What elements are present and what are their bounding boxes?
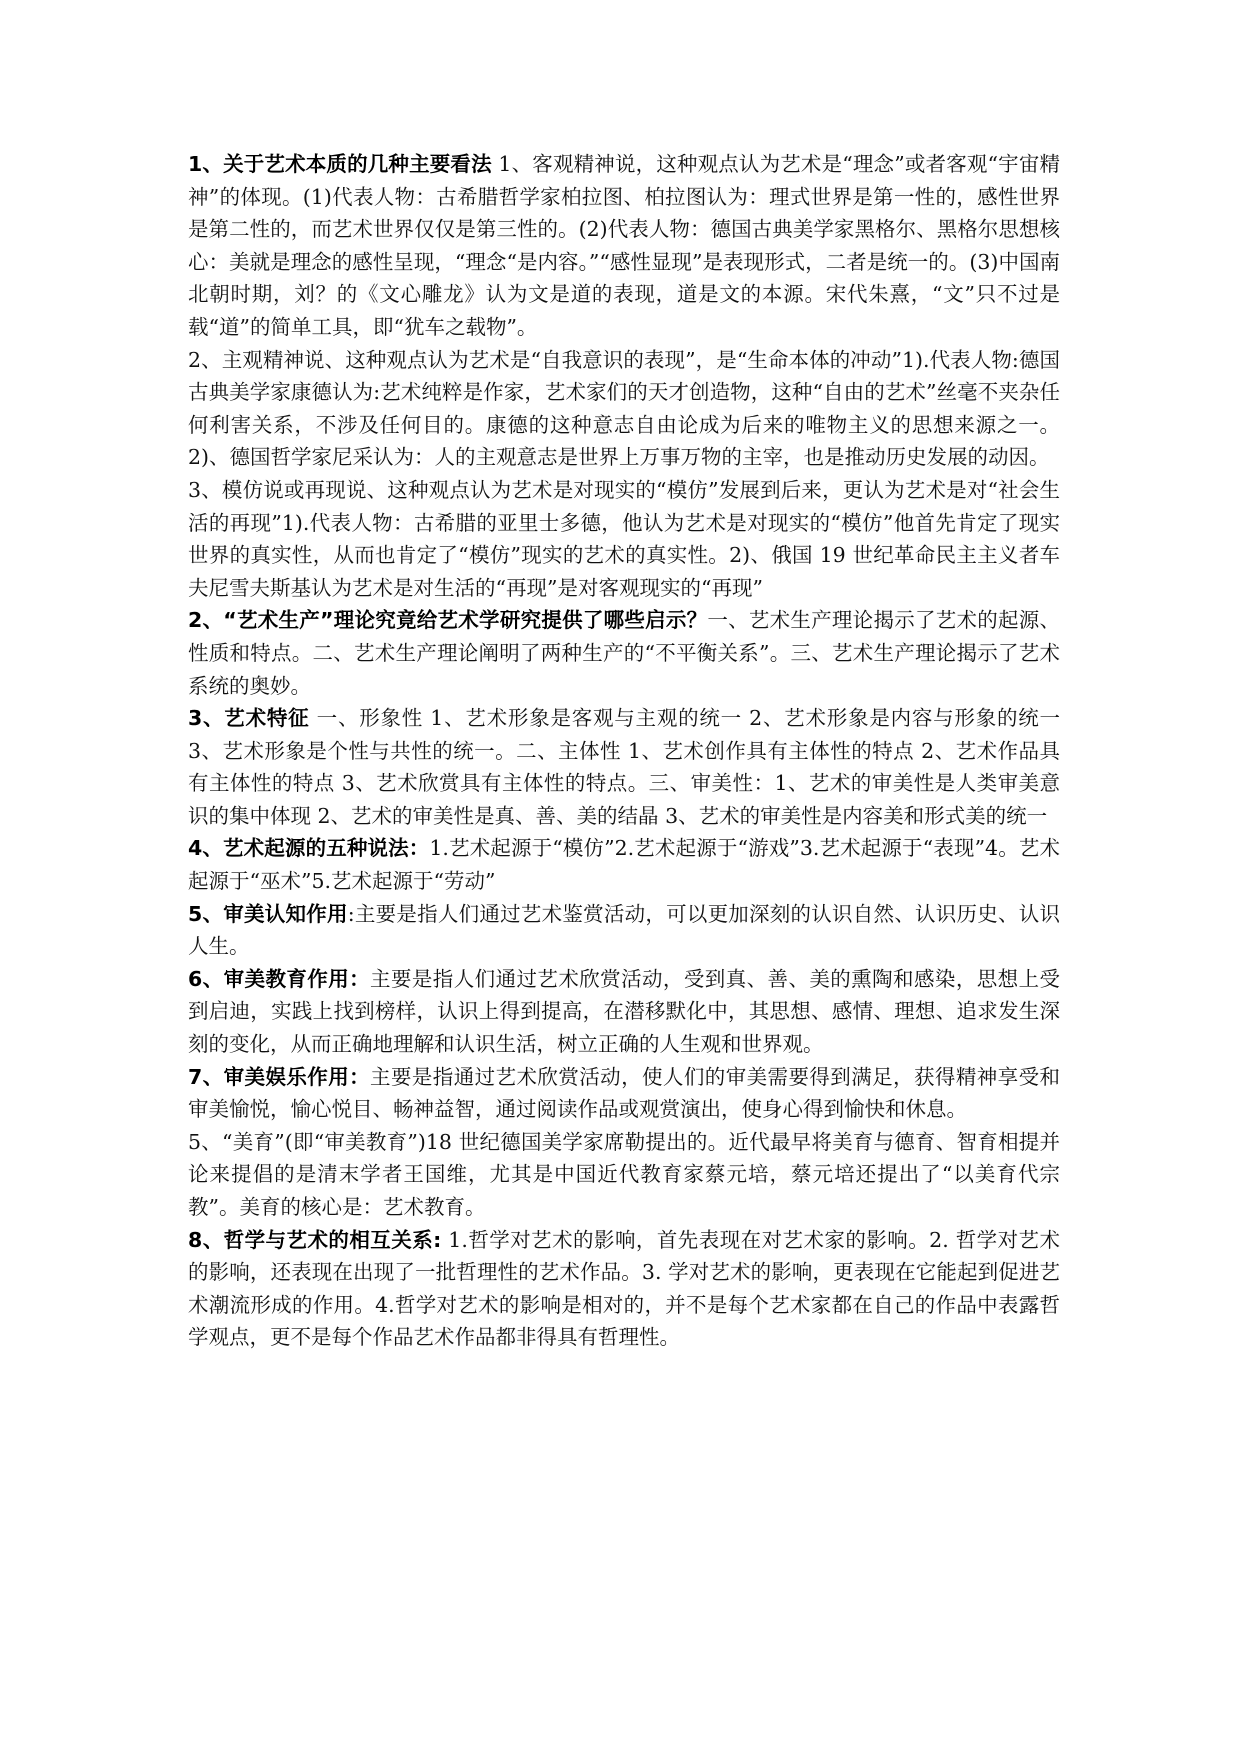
paragraph-text: 1.哲学对艺术的影响，首先表现在对艺术家的影响。2. 哲学对艺术的影响，还表现在出现了一批哲理性的艺术作品。3. 学对艺术的影响，更表现在它能起到促进艺术潮流形成的作用。4.哲学对艺术的影响是相对的，并不是每个艺术家都在自己的作品中表露哲学观点，更不是每个作品艺术作品都非得具有哲理性。 [188,1227,1060,1350]
paragraph-art-features [188,702,1060,832]
paragraph-text: 3、模仿说或再现说、这种观点认为艺术是对现实的“模仿”发展到后来，更认为艺术是对“社会生活的再现”1).代表人物：古希腊的亚里士多德，他认为艺术是对现实的“模仿”他首先肯定了现实世界的真实性，从而也肯定了“模仿”现实的艺术的真实性。2)、俄国 19 世纪革命民主主义者车夫尼雪夫斯基认为艺术是对生活的“再现”是对客观现实的“再现” [188,477,1060,600]
paragraph-text: 1、客观精神说，这种观点认为艺术是“理念”或者客观“宇宙精神”的体现。(1)代表人物：古希腊哲学家柏拉图、柏拉图认为：理式世界是第一性的，感性世界是第二性的，而艺术世界仅仅是第三性的。(2)代表人物：德国古典美学家黑格尔、黑格尔思想核心：美就是理念的感性呈现，“理念“是内容。”“感性显现”是表现形式，二者是统一的。(3)中国南北朝时期，刘？的《文心雕龙》认为文是道的表现，道是文的本源。宋代朱熹，“文”只不过是载“道”的简单工具，即“犹车之载物”。 [188,152,1061,339]
paragraph-text: 主要是指通过艺术欣赏活动，使人们的审美需要得到满足，获得精神享受和审美愉悦，愉心悦目、畅神益智，通过阅读作品或观赏演出，使身心得到愉快和休息。 [188,1064,1060,1122]
heading-art-essence-views: 1、关于艺术本质的几种主要看法 [188,152,492,176]
document-body [188,148,1060,1354]
paragraph-philosophy-art [188,1224,1060,1354]
paragraph-art-production [188,604,1060,702]
paragraph-text: 主要是指人们通过艺术欣赏活动，受到真、善、美的熏陶和感染，思想上受到启迪，实践上找到榜样，认识上得到提高，在潜移默化中，其思想、感情、理想、追求发生深刻的变化，从而正确地理解和认识生活，树立正确的人生观和世界观。 [188,966,1060,1057]
heading-aesthetic-cognition: 5、审美认知作用 [188,901,348,926]
paragraph-art-origins [188,832,1060,897]
paragraph-imitation-theory [188,474,1060,604]
paragraph-aesthetic-entertainment [188,1061,1060,1126]
paragraph-aesthetic-cognition [188,898,1060,963]
heading-art-production: 2、“艺术生产”理论究竟给艺术学研究提供了哪些启示？ [188,608,708,633]
paragraph-text: 2、主观精神说、这种观点认为艺术是“自我意识的表现”，是“生命本体的冲动”1).代表人物:德国古典美学家康德认为:艺术纯粹是作家，艺术家们的天才创造物，这种“自由的艺术”丝毫不夹杂任何利害关系，不涉及任何目的。康德的这种意志自由论成为后来的唯物主义的思想来源之一。2)、德国哲学家尼采认为：人的主观意志是世界上万事万物的主宰，也是推动历史发展的动因。 [188,347,1060,470]
heading-aesthetic-entertainment: 7、审美娱乐作用： [188,1064,371,1089]
heading-aesthetic-education: 6、审美教育作用： [188,966,371,991]
paragraph-text: 5、“美育”(即“审美教育”)18 世纪德国美学家席勒提出的。近代最早将美育与德育、智育相提并论来提倡的是清末学者王国维，尤其是中国近代教育家蔡元培，蔡元培还提出了“以美育代宗教”。美育的核心是：艺术教育。 [188,1129,1060,1219]
heading-art-features: 3、艺术特征 [188,706,310,731]
paragraph-meiyu [188,1126,1060,1224]
paragraph-subjective-spirit [188,344,1060,474]
paragraph-art-essence-views [188,148,1060,344]
paragraph-text: :主要是指人们通过艺术鉴赏活动，可以更加深刻的认识自然、认识历史、认识人生。 [188,901,1060,959]
heading-art-origins: 4、艺术起源的五种说法： [188,836,430,861]
heading-philosophy-art: 8、哲学与艺术的相互关系: [188,1227,442,1252]
paragraph-aesthetic-education [188,963,1060,1061]
paragraph-text: 一、艺术生产理论揭示了艺术的起源、性质和特点。二、艺术生产理论阐明了两种生产的“不平衡关系”。三、艺术生产理论揭示了艺术系统的奥妙。 [188,608,1060,698]
paragraph-text: 一、形象性 1、艺术形象是客观与主观的统一 2、艺术形象是内容与形象的统一 3、艺术形象是个性与共性的统一。二、主体性 1、艺术创作具有主体性的特点 2、艺术作品具有主体性的特点 3、艺术欣赏具有主体性的特点。三、审美性：1、艺术的审美性是人类审美意识的集中体现 2、艺术的审美性是真、善、美的结晶 3、艺术的审美性是内容美和形式美的统一 [188,706,1060,828]
paragraph-text: 1.艺术起源于“模仿”2.艺术起源于“游戏”3.艺术起源于“表现”4。艺术起源于“巫术”5.艺术起源于“劳动” [188,836,1060,894]
